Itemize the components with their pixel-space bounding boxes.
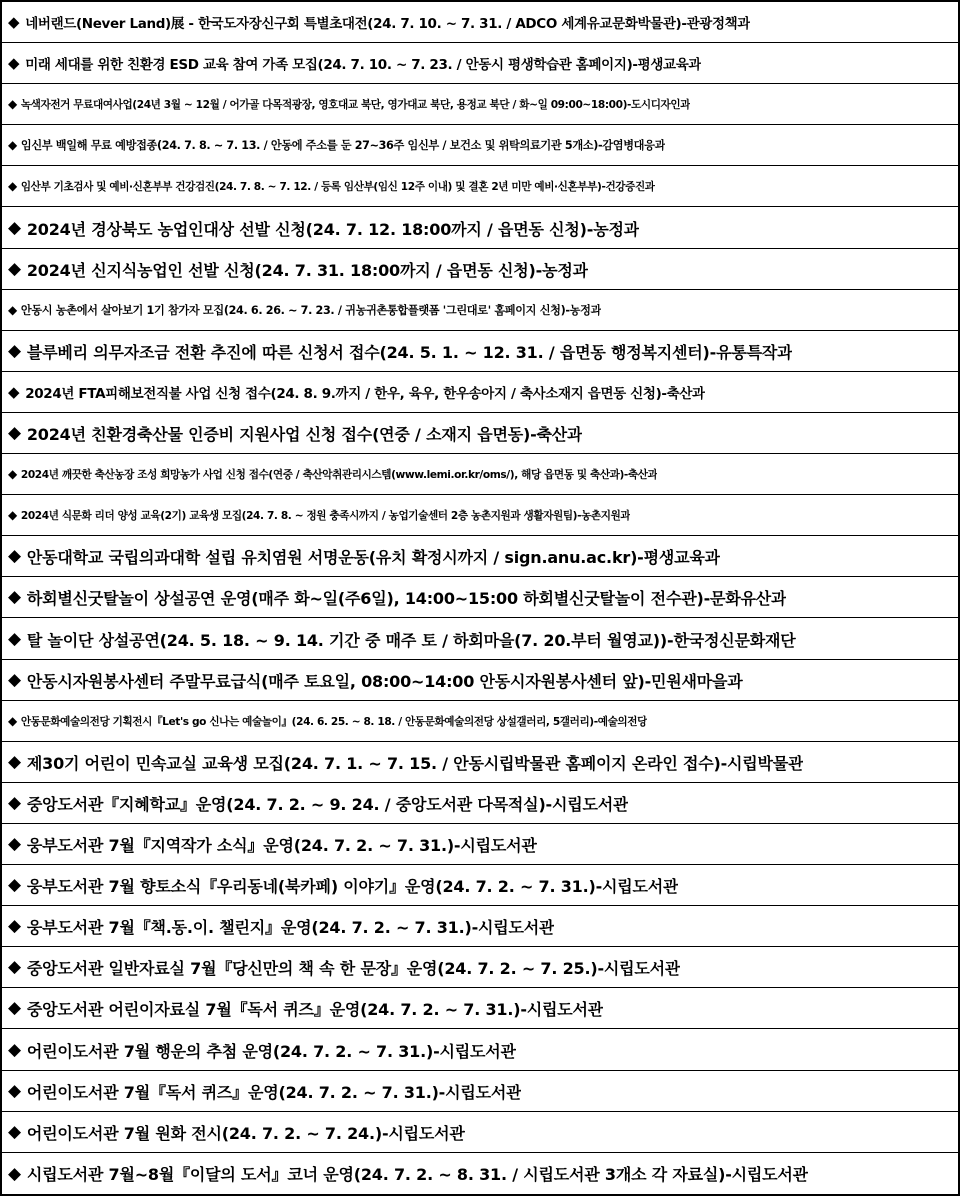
notice-text: 미래 세대를 위한 친환경 ESD 교육 참여 가족 모집(24. 7. 10. ~ 7. 23. / 안동시 평생학습관 홈페이지)-평생교육과 <box>25 57 702 73</box>
notice-text: 어린이도서관 7월 원화 전시(24. 7. 2. ~ 7. 24.)-시립도서관 <box>26 1123 465 1143</box>
notice-text: 중앙도서관 일반자료실 7월『당신만의 책 속 한 문장』운영(24. 7. 2. ~ 7. 25.)-시립도서관 <box>26 958 681 978</box>
diamond-bullet-icon: ◆ <box>8 97 17 111</box>
diamond-bullet-icon: ◆ <box>8 423 21 443</box>
notice-row <box>2 577 960 618</box>
notice-text: 시립도서관 7월~8월『이달의 도서』코너 운영(24. 7. 2. ~ 8. 31. / 시립도서관 3개소 각 자료실)-시립도서관 <box>26 1165 808 1184</box>
notice-row <box>2 988 960 1029</box>
notice-text: 하회별신굿탈놀이 상설공연 운영(매주 화~일(주6일), 14:00~15:00 하회별신굿탈놀이 전수관)-문화유산과 <box>26 588 787 608</box>
notice-row <box>2 1030 960 1071</box>
diamond-bullet-icon: ◆ <box>8 957 21 977</box>
diamond-bullet-icon: ◆ <box>8 303 17 317</box>
notice-text: 2024년 FTA피해보전직불 사업 신청 접수(24. 8. 9.까지 / 한우, 육우, 한우송아지 / 축사소재지 읍면동 신청)-축산과 <box>25 386 705 402</box>
notice-text: 제30기 어린이 민속교실 교육생 모집(24. 7. 1. ~ 7. 15. / 안동시립박물관 홈페이지 온라인 접수)-시립박물관 <box>26 753 804 773</box>
diamond-bullet-icon: ◆ <box>8 834 21 854</box>
notice-text: 중앙도서관 어린이자료실 7월『독서 퀴즈』운영(24. 7. 2. ~ 7. 31.)-시립도서관 <box>26 999 604 1019</box>
diamond-bullet-icon: ◆ <box>8 629 21 649</box>
notice-text: 임신부 백일해 무료 예방접종(24. 7. 8. ~ 7. 13. / 안동에 주소를 둔 27~36주 임신부 / 보건소 및 위탁의료기관 5개소)-감염병대응과 <box>20 139 666 152</box>
diamond-bullet-icon: ◆ <box>8 752 21 772</box>
diamond-bullet-icon: ◆ <box>8 1163 21 1184</box>
notice-text: 녹색자전거 무료대여사업(24년 3월 ~ 12월 / 어가골 다목적광장, 영호대교 북단, 영가대교 북단, 용정교 북단 / 화~일 09:00~18:00)-도시디자인과 <box>20 98 691 111</box>
notice-row <box>2 125 960 166</box>
notice-row <box>2 84 960 125</box>
diamond-bullet-icon: ◆ <box>8 1081 21 1101</box>
notice-row <box>2 208 960 249</box>
diamond-bullet-icon: ◆ <box>8 341 21 361</box>
notice-text: 2024년 친환경축산물 인증비 지원사업 신청 접수(연중 / 소재지 읍면동)-축산과 <box>26 424 583 444</box>
diamond-bullet-icon: ◆ <box>8 383 20 401</box>
notice-text: 안동문화예술의전당 기획전시『Let's go 신나는 예술놀이』(24. 6. 25. ~ 8. 18. / 안동문화예술의전당 상설갤러리, 5갤러리)-예술의전당 <box>20 715 647 728</box>
notice-text: 웅부도서관 7월『지역작가 소식』운영(24. 7. 2. ~ 7. 31.)-시립도서관 <box>26 835 537 855</box>
diamond-bullet-icon: ◆ <box>8 875 21 895</box>
notice-row <box>2 372 960 413</box>
diamond-bullet-icon: ◆ <box>8 218 21 238</box>
diamond-bullet-icon: ◆ <box>8 467 17 481</box>
notice-text: 어린이도서관 7월『독서 퀴즈』운영(24. 7. 2. ~ 7. 31.)-시립도서관 <box>26 1082 522 1102</box>
notice-text: 블루베리 의무자조금 전환 추진에 따른 신청서 접수(24. 5. 1. ~ 12. 31. / 읍면동 행정복지센터)-유통특작과 <box>26 342 793 362</box>
diamond-bullet-icon: ◆ <box>8 587 21 607</box>
notice-text: 2024년 신지식농업인 선발 신청(24. 7. 31. 18:00까지 / 읍면동 신청)-농정과 <box>26 260 588 280</box>
notice-row <box>2 413 960 454</box>
diamond-bullet-icon: ◆ <box>8 259 21 279</box>
notice-row <box>2 660 960 701</box>
notice-row <box>2 249 960 290</box>
notice-row <box>2 166 960 207</box>
notice-row <box>2 783 960 824</box>
notice-row <box>2 495 960 536</box>
notice-row <box>2 1153 960 1194</box>
diamond-bullet-icon: ◆ <box>8 714 17 728</box>
notice-text: 웅부도서관 7월『책.동.이. 챌린지』운영(24. 7. 2. ~ 7. 31.)-시립도서관 <box>26 917 555 937</box>
notice-text: 웅부도서관 7월 향토소식『우리동네(북카페) 이야기』운영(24. 7. 2. ~ 7. 31.)-시립도서관 <box>26 876 679 896</box>
diamond-bullet-icon: ◆ <box>8 54 20 72</box>
diamond-bullet-icon: ◆ <box>8 916 21 936</box>
notice-text: 네버랜드(Never Land)展 - 한국도자장신구회 특별초대전(24. 7. 10. ~ 7. 31. / ADCO 세계유교문화박물관)-관광정책과 <box>25 16 751 32</box>
diamond-bullet-icon: ◆ <box>8 179 17 193</box>
diamond-bullet-icon: ◆ <box>8 793 21 813</box>
diamond-bullet-icon: ◆ <box>8 998 21 1018</box>
notice-row <box>2 947 960 988</box>
notice-row <box>2 619 960 660</box>
notice-text: 어린이도서관 7월 행운의 추첨 운영(24. 7. 2. ~ 7. 31.)-시립도서관 <box>26 1041 516 1061</box>
diamond-bullet-icon: ◆ <box>8 13 20 31</box>
notice-row <box>2 1112 960 1153</box>
notice-text: 안동시 농촌에서 살아보기 1기 참가자 모집(24. 6. 26. ~ 7. 23. / 귀농귀촌통합플랫폼 '그린대로' 홈페이지 신청)-농정과 <box>20 304 602 317</box>
notice-row <box>2 2 960 43</box>
notice-row <box>2 701 960 742</box>
notice-row <box>2 43 960 84</box>
notice-row <box>2 454 960 495</box>
notice-text: 안동대학교 국립의과대학 설립 유치염원 서명운동(유치 확정시까지 / sign.anu.ac.kr)-평생교육과 <box>26 547 720 567</box>
diamond-bullet-icon: ◆ <box>8 1040 21 1060</box>
notice-text: 중앙도서관『지혜학교』운영(24. 7. 2. ~ 9. 24. / 중앙도서관 다목적실)-시립도서관 <box>26 794 629 814</box>
diamond-bullet-icon: ◆ <box>8 138 17 152</box>
notice-row <box>2 536 960 577</box>
notice-row <box>2 906 960 947</box>
diamond-bullet-icon: ◆ <box>8 546 21 566</box>
notice-text: 2024년 경상북도 농업인대상 선발 신청(24. 7. 12. 18:00까지 / 읍면동 신청)-농정과 <box>26 219 639 239</box>
diamond-bullet-icon: ◆ <box>8 1122 21 1142</box>
diamond-bullet-icon: ◆ <box>8 670 21 690</box>
notice-text: 탈 놀이단 상설공연(24. 5. 18. ~ 9. 14. 기간 중 매주 토 / 하회마을(7. 20.부터 월영교))-한국정신문화재단 <box>26 630 796 650</box>
notice-text: 안동시자원봉사센터 주말무료급식(매주 토요일, 08:00~14:00 안동시자원봉사센터 앞)-민원새마을과 <box>26 671 743 691</box>
notice-row <box>2 865 960 906</box>
notice-text: 2024년 식문화 리더 양성 교육(2기) 교육생 모집(24. 7. 8. ~ 정원 충족시까지 / 농업기술센터 2층 농촌지원과 생활자원팀)-농촌지원과 <box>20 509 631 522</box>
diamond-bullet-icon: ◆ <box>8 508 17 522</box>
notice-row <box>2 742 960 783</box>
notice-text: 2024년 깨끗한 축산농장 조성 희망농가 사업 신청 접수(연중 / 축산악취관리시스템(www.lemi.or.kr/oms/), 해당 읍면동 및 축산과)-축산과 <box>20 468 658 481</box>
notice-row <box>2 290 960 331</box>
notice-row <box>2 331 960 372</box>
notice-row <box>2 1071 960 1112</box>
notice-text: 임산부 기초검사 및 예비·신혼부부 건강검진(24. 7. 8. ~ 7. 12. / 등록 임산부(임신 12주 이내) 및 결혼 2년 미만 예비·신혼부부)-건강증진과 <box>20 180 655 193</box>
notice-row <box>2 824 960 865</box>
